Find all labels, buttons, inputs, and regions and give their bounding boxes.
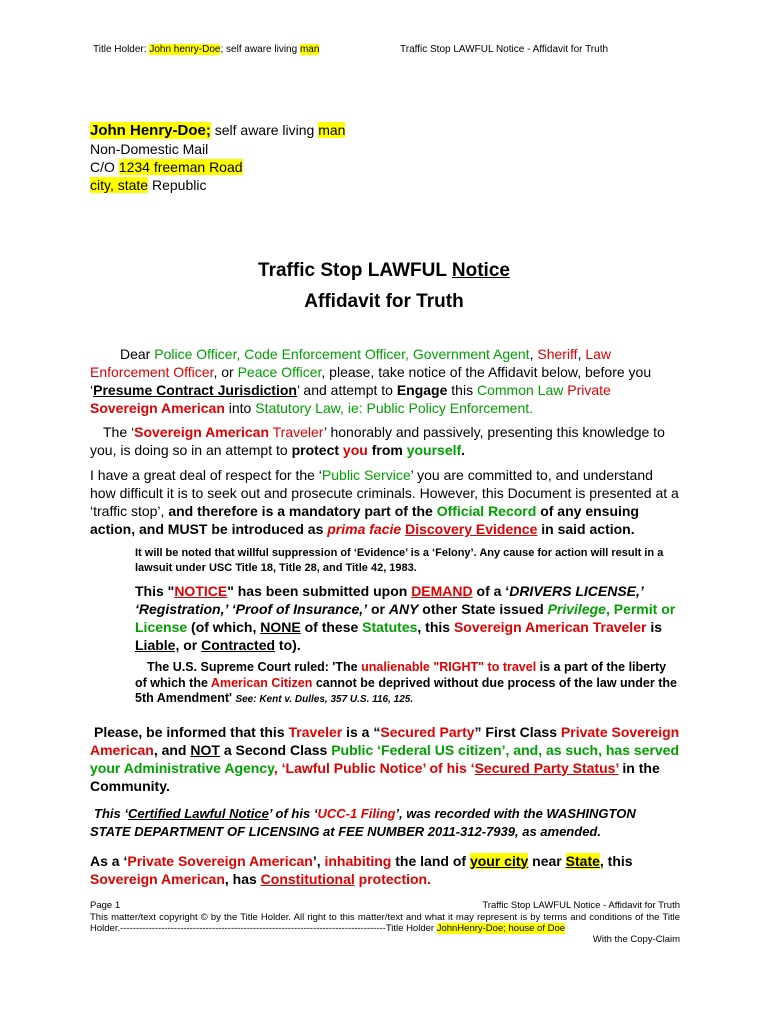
presume-contract: Presume Contract Jurisdiction — [93, 382, 297, 398]
paragraph-protection — [90, 852, 680, 888]
text: , has — [224, 870, 261, 887]
text: , — [605, 601, 614, 617]
law-enforcement-officer: Law Enforcement Officer — [90, 346, 612, 380]
text: a Second Class — [219, 741, 332, 758]
title-part-a: Traffic Stop LAWFUL — [258, 260, 452, 281]
text: I have a great deal of respect for the ‘ — [90, 467, 322, 483]
prima-facie: prima facie — [327, 521, 402, 537]
text: , ‘ — [273, 759, 286, 776]
text: Dear — [120, 346, 155, 362]
text: of these — [300, 619, 363, 635]
text: This matter/text copyright © by the Title Holder. All right to this matter/text and what it may represent is by terms and conditions of the Title Holder.------------------------------------------------------------------------------------Title Holder — [90, 912, 680, 934]
inhabiting: inhabiting — [324, 852, 392, 869]
constitutional: Constitutional — [260, 870, 355, 887]
text: . — [461, 442, 466, 458]
sovereign-american: Sovereign American — [90, 870, 225, 887]
text: As a ‘ — [90, 852, 128, 869]
page-footer — [90, 900, 680, 945]
title-line-2: Affidavit for Truth — [304, 291, 464, 312]
page-number: Page 1 — [90, 900, 121, 911]
address-republic: Republic — [148, 177, 207, 193]
address-line-4 — [90, 176, 345, 194]
header-doc-title: Traffic Stop LAWFUL Notice - Affidavit for Truth — [400, 44, 609, 55]
public-service: Public Service — [321, 467, 411, 483]
text: into — [224, 400, 256, 416]
statutory-law: Statutory Law, ie: Public Policy Enforcement. — [255, 400, 534, 416]
paragraph-secured-party — [90, 723, 680, 795]
traveler: Traveler — [269, 424, 324, 440]
protection: protection. — [358, 870, 432, 887]
you: you — [342, 442, 368, 458]
text: the land of — [391, 852, 470, 869]
lawful-public-notice: Lawful Public Notice — [285, 759, 423, 776]
address-line-2: Non-Domestic Mail — [90, 141, 209, 157]
footer-copyright — [90, 912, 680, 934]
text: Please, be informed that this — [94, 723, 289, 740]
discovery-evidence: Discovery Evidence — [405, 521, 538, 537]
administrative-agency: Administrative Agency — [123, 759, 274, 776]
text: ’ and attempt to — [296, 382, 397, 398]
text: , please, take notice of the Affidavit below, before you ‘ — [90, 364, 652, 398]
text: ’, — [312, 852, 325, 869]
address-city: city, state — [90, 177, 149, 193]
text: in said action. — [537, 521, 635, 537]
text: ’ of his ‘ — [422, 759, 475, 776]
license-list: DRIVERS LICENSE,’ ‘Registration,’ ‘Proof of Insurance,’ — [135, 583, 644, 617]
text: of any ensuing action, and MUST be introduced as — [90, 503, 639, 537]
any: ANY — [388, 601, 419, 617]
private-sovereign-american: Private Sovereign American — [90, 723, 680, 758]
not: NOT — [190, 741, 220, 758]
address-co: C/O — [90, 159, 119, 175]
private-sovereign-american: Private Sovereign American — [127, 852, 313, 869]
contracted: Contracted — [201, 637, 276, 653]
traveler: Traveler — [288, 723, 343, 740]
text: and therefore is a mandatory part of the — [168, 503, 437, 519]
sovereign-american: Sovereign American — [134, 424, 269, 440]
text: , or — [213, 364, 238, 380]
secured-party: Secured Party — [380, 723, 475, 740]
state: State — [565, 852, 600, 869]
text: This " — [135, 583, 175, 599]
text: of a ‘ — [472, 583, 510, 599]
none: NONE — [260, 619, 301, 635]
text: The U.S. Supreme Court ruled: 'The — [147, 660, 362, 674]
liable: Liable, — [135, 637, 180, 653]
paragraph-traveler — [90, 423, 680, 459]
paragraph-respect — [90, 466, 680, 538]
your-city: your city — [469, 852, 529, 869]
engage: Engage — [396, 382, 448, 398]
address-block — [90, 121, 345, 194]
title-notice: Notice — [451, 260, 510, 281]
document-title — [0, 255, 768, 317]
text: or — [179, 637, 202, 653]
text: to). — [275, 637, 301, 653]
text: is — [646, 619, 663, 635]
sheriff: Sheriff — [537, 346, 578, 362]
text: this — [447, 382, 477, 398]
text: cannot be deprived without due process of the law under the 5th Amendment' — [135, 675, 677, 705]
text: ’, was recorded with the WASHINGTON STATE DEPARTMENT OF LICENSING at FEE NUMBER 2011-312-7939, as amended. — [90, 805, 636, 839]
text: The ‘ — [103, 424, 135, 440]
paragraph-felony-note: It will be noted that willful suppression of ‘Evidence’ is a ‘Felony’. Any cause for action will result in a lawsuit under USC Title 18, Title 28, and Title 42, 1983. — [135, 547, 664, 574]
title-line-1 — [0, 255, 768, 286]
federal-us-citizen: Federal US citizen — [381, 741, 502, 758]
yourself: yourself — [406, 442, 462, 458]
text: ’ of his ‘ — [268, 805, 318, 821]
address-name-suffix: self aware living — [210, 122, 319, 138]
text: ’ you are committed to, and understand how difficult it is to seek out and prosecute criminals. However, this Document is presented at a ‘traffic stop’, — [90, 467, 679, 519]
officer-list: Police Officer, Code Enforcement Officer, Government Agent — [154, 346, 530, 362]
address-name: John Henry-Doe; — [90, 122, 211, 139]
text: other State issued — [418, 601, 548, 617]
text: ’ honorably and passively, presenting this knowledge to you, is doing so in an attempt to — [90, 424, 665, 458]
address-name-line — [90, 121, 345, 140]
address-man: man — [318, 122, 346, 138]
paragraph-supreme-court — [90, 660, 680, 708]
text: ‘ — [373, 741, 382, 758]
text: ’, and, as such, has served your — [90, 741, 680, 776]
footer-copy-claim: With the Copy-Claim — [592, 934, 680, 945]
text: is a part of the liberty of which the — [135, 660, 667, 690]
text: from — [367, 442, 407, 458]
text: , this — [599, 852, 633, 869]
case-citation: See: Kent v. Dulles, 357 U.S. 116, 125. — [235, 694, 414, 705]
official-record: Official Record — [436, 503, 537, 519]
address-street: 1234 freeman Road — [118, 159, 243, 175]
statutes: Statutes — [362, 619, 418, 635]
text: This ‘ — [94, 805, 128, 821]
text: (of which, — [187, 619, 261, 635]
text: or — [367, 601, 389, 617]
ucc-1-filing: UCC-1 Filing — [317, 805, 396, 821]
common-law: Common Law — [476, 382, 564, 398]
text: , — [529, 346, 538, 362]
american-citizen: American Citizen — [210, 675, 313, 690]
public: Public — [331, 741, 374, 758]
paragraph-salutation — [90, 345, 680, 417]
text: near — [528, 852, 566, 869]
demand: DEMAND — [411, 583, 473, 599]
protect: protect — [291, 442, 340, 458]
private: Private — [567, 382, 611, 398]
peace-officer: Peace Officer — [237, 364, 322, 380]
footer-row — [90, 900, 680, 912]
privilege: Privilege — [547, 601, 606, 617]
sovereign-american: Sovereign American — [90, 400, 225, 416]
text: " has been submitted upon — [227, 583, 412, 599]
text: , and — [153, 741, 191, 758]
secured-party-status: Secured Party Status’ — [474, 759, 619, 776]
text: , — [577, 346, 586, 362]
footer-doc-title: Traffic Stop LAWFUL Notice - Affidavit for Truth — [482, 900, 680, 911]
text: ” First Class — [474, 723, 561, 740]
text: , this — [417, 619, 454, 635]
text: in the Community. — [90, 759, 660, 794]
paragraph-notice-demand — [90, 582, 680, 654]
header-holder-name: John henry-Doe — [149, 44, 221, 55]
footer-holder-name: JohnHenry-Doe; house of Doe — [436, 923, 566, 934]
certified-lawful-notice: Certified Lawful Notice — [127, 805, 269, 821]
header-title-holder — [93, 44, 319, 55]
header-man: man — [299, 44, 320, 55]
sovereign-american-traveler: Sovereign American Traveler — [453, 619, 647, 635]
header-prefix: Title Holder: — [93, 44, 150, 55]
address-line-3 — [90, 158, 345, 176]
permit-or-license: Permit or License — [135, 601, 676, 635]
notice: NOTICE — [174, 583, 228, 599]
paragraph-ucc-filing — [90, 805, 680, 841]
text: is a “ — [342, 723, 381, 740]
header-mid: ; self aware living — [220, 44, 300, 55]
document-body — [90, 345, 680, 888]
right-to-travel: unalienable "RIGHT" to travel — [361, 660, 537, 674]
